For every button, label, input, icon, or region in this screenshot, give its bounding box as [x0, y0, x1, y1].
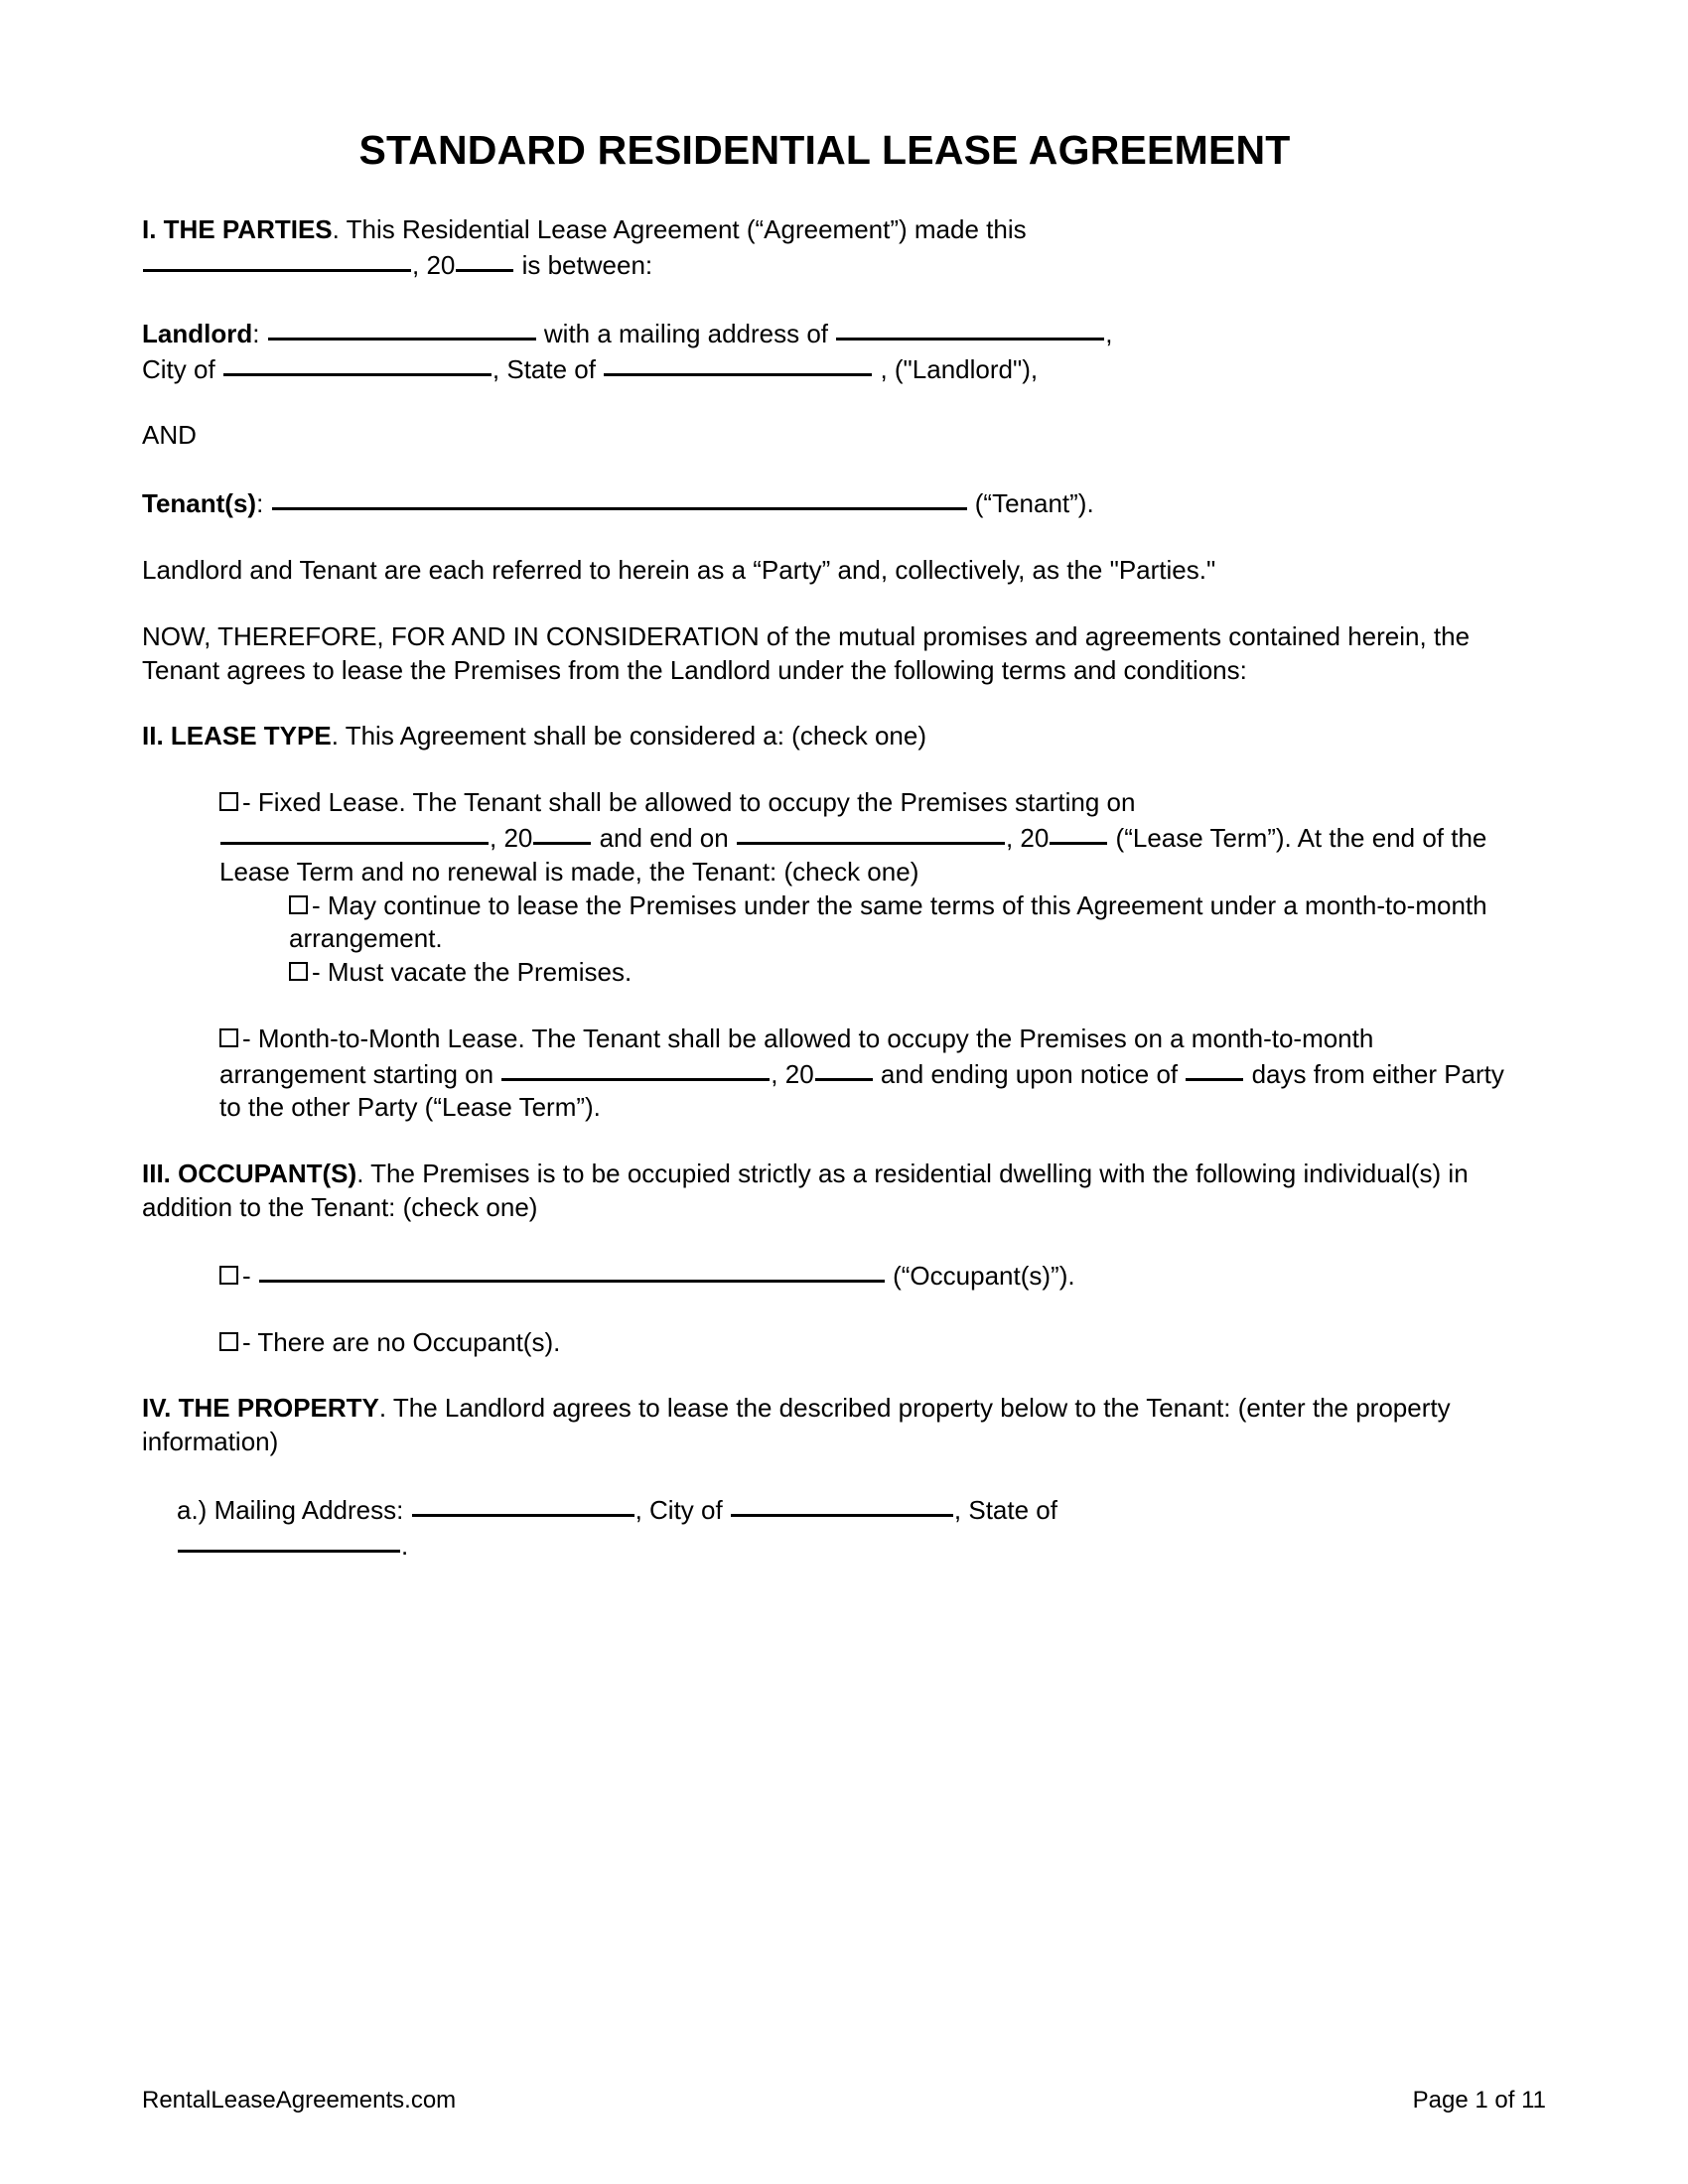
may-continue-label: - May continue to lease the Premises under the same terms of this Agreement under a month-to-month arrangement.	[289, 889, 1487, 954]
landlord-name-blank[interactable]	[268, 316, 536, 341]
occupants-names-blank[interactable]	[259, 1258, 885, 1283]
property-address-blank[interactable]	[412, 1492, 634, 1517]
parties-intro-text-b: , 20	[412, 249, 456, 280]
fixed-lease-text-1: - Fixed Lease. The Tenant shall be allowed to occupy the Premises starting on	[242, 787, 1136, 818]
landlord-tail-text: , ("Landlord"),	[873, 353, 1039, 384]
fixed-lease-text-5: (“Lease Term”). At the end of the Lease Term and no renewal is made, the Tenant: (check one)	[219, 822, 1487, 887]
checkbox-occupants-listed-icon[interactable]	[219, 1266, 238, 1285]
mtm-notice-days-blank[interactable]	[1186, 1056, 1243, 1081]
option-month-to-month-lease	[219, 1023, 1507, 1125]
option-occupants-listed	[219, 1258, 1507, 1294]
fixed-lease-start-date-blank[interactable]	[220, 820, 489, 845]
option-fixed-lease	[219, 786, 1507, 888]
section-parties-intro	[142, 213, 1507, 283]
spacer	[142, 1125, 1507, 1158]
landlord-city-label: City of	[142, 353, 222, 384]
footer-site-name: RentalLeaseAgreements.com	[142, 2087, 457, 2114]
checkbox-month-to-month-icon[interactable]	[219, 1028, 238, 1047]
document-body	[142, 0, 1507, 1564]
section-lease-type-intro	[142, 720, 1507, 753]
property-intro-text: . The Landlord agrees to lease the described property below to the Tenant: (enter the property information)	[142, 1393, 1451, 1457]
occupants-intro-text: . The Premises is to be occupied strictly as a residential dwelling with the following individual(s) in addition to the Tenant: (check one)	[142, 1159, 1469, 1223]
section-occupants-intro	[142, 1158, 1507, 1225]
occupants-dash: -	[242, 1260, 258, 1291]
month-to-month-text-1: - Month-to-Month Lease. The Tenant shall be allowed to occupy the Premises on a month-to-month arrangement starting on	[219, 1023, 1374, 1089]
must-vacate-label: - Must vacate the Premises.	[312, 957, 633, 988]
spacer	[142, 1459, 1507, 1492]
property-city-blank[interactable]	[731, 1492, 953, 1517]
spacer	[142, 588, 1507, 620]
property-mailing-address-label: a.) Mailing Address:	[177, 1495, 411, 1526]
occupants-tail-text: (“Occupant(s)”).	[885, 1260, 1075, 1291]
property-city-label: , City of	[634, 1495, 730, 1526]
landlord-comma: ,	[1105, 318, 1113, 348]
landlord-colon: :	[252, 318, 267, 348]
spacer	[142, 990, 1507, 1023]
tenant-name-blank[interactable]	[272, 485, 967, 510]
spacer	[142, 453, 1507, 485]
checkbox-must-vacate-icon[interactable]	[289, 962, 308, 981]
landlord-city-blank[interactable]	[223, 351, 492, 376]
checkbox-may-continue-icon[interactable]	[289, 895, 308, 914]
spacer	[142, 1359, 1507, 1392]
footer-page-number: Page 1 of 11	[1412, 2087, 1546, 2114]
month-to-month-text-3: and ending upon notice of	[873, 1058, 1186, 1089]
tenant-label: Tenant(s)	[142, 488, 257, 519]
tenant-colon: :	[256, 488, 271, 519]
page-footer	[142, 2087, 1546, 2115]
landlord-address-blank[interactable]	[836, 316, 1104, 341]
option-continue-month-to-month	[289, 889, 1507, 957]
property-period: .	[401, 1530, 409, 1561]
property-state-blank[interactable]	[178, 1528, 400, 1553]
section-heading-parties: I. THE PARTIES	[142, 214, 333, 245]
fixed-lease-start-year-blank[interactable]	[533, 820, 591, 845]
no-occupants-label: - There are no Occupant(s).	[242, 1326, 561, 1357]
fixed-lease-end-date-blank[interactable]	[737, 820, 1005, 845]
landlord-state-label: , State of	[492, 353, 604, 384]
spacer	[142, 753, 1507, 786]
spacer	[142, 1294, 1507, 1326]
tenant-tail-text: (“Tenant”).	[967, 488, 1094, 519]
mtm-start-date-blank[interactable]	[501, 1056, 770, 1081]
mtm-start-year-blank[interactable]	[815, 1056, 873, 1081]
month-to-month-text-2: , 20	[771, 1058, 814, 1089]
consideration-paragraph: NOW, THEREFORE, FOR AND IN CONSIDERATION of the mutual promises and agreements contained herein, the Tenant agrees to lease the Premises from the Landlord under the following terms and conditions:	[142, 620, 1471, 685]
landlord-state-blank[interactable]	[604, 351, 872, 376]
spacer	[142, 174, 1507, 213]
and-connector: AND	[142, 420, 197, 451]
section-heading-occupants: III. OCCUPANT(S)	[142, 1159, 357, 1189]
spacer	[142, 1225, 1507, 1258]
section-property-intro	[142, 1392, 1507, 1459]
tenant-block	[142, 485, 1507, 521]
page-title: STANDARD RESIDENTIAL LEASE AGREEMENT	[358, 127, 1291, 173]
section-heading-lease-type: II. LEASE TYPE	[142, 721, 332, 751]
fixed-lease-end-year-blank[interactable]	[1050, 820, 1107, 845]
property-state-label: , State of	[953, 1495, 1057, 1526]
parties-year-blank[interactable]	[456, 247, 513, 272]
property-item-a	[177, 1492, 1507, 1564]
landlord-block	[142, 316, 1507, 387]
checkbox-no-occupants-icon[interactable]	[219, 1332, 238, 1351]
party-definition-paragraph: Landlord and Tenant are each referred to herein as a “Party” and, collectively, as the "Parties."	[142, 554, 1216, 585]
checkbox-fixed-lease-icon[interactable]	[219, 792, 238, 811]
lease-type-intro-text: . This Agreement shall be considered a: (check one)	[331, 721, 927, 751]
fixed-lease-text-2: , 20	[490, 822, 533, 853]
option-no-occupants	[219, 1326, 1507, 1360]
spacer	[142, 386, 1507, 419]
landlord-label: Landlord	[142, 318, 253, 348]
option-must-vacate	[289, 956, 1507, 990]
month-to-month-text-4: days from either Party to the other Party (“Lease Term”).	[219, 1058, 1504, 1123]
parties-intro-text-a: . This Residential Lease Agreement (“Agreement”) made this	[332, 214, 1027, 245]
spacer	[142, 283, 1507, 316]
section-heading-property: IV. THE PROPERTY	[142, 1393, 379, 1424]
fixed-lease-text-4: , 20	[1005, 822, 1050, 853]
fixed-lease-text-3: and end on	[592, 822, 736, 853]
parties-intro-text-c: is between:	[514, 249, 653, 280]
spacer	[142, 687, 1507, 720]
landlord-mailing-text: with a mailing address of	[536, 318, 836, 348]
spacer	[142, 521, 1507, 554]
parties-date-blank[interactable]	[143, 247, 411, 272]
